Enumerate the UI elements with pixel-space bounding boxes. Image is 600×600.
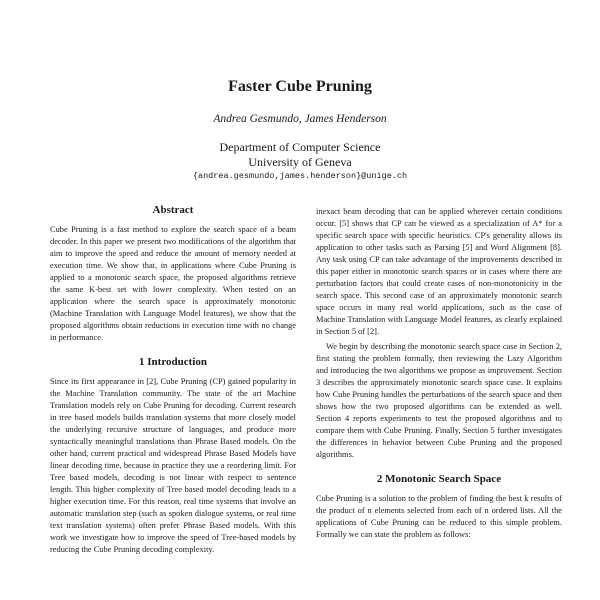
affiliation-department: Department of Computer Science [219, 140, 381, 154]
left-column [50, 204, 296, 556]
paper-title: Faster Cube Pruning [228, 78, 372, 95]
introduction-heading: 1 Introduction [139, 355, 207, 368]
author-email: {andrea.gesmundo,james.henderson}@unige.ch [192, 171, 408, 181]
abstract-heading: Abstract [152, 204, 194, 216]
introduction-paragraph-2: We begin by describing the monotonic search space case in Section 2, first stating the problem formally, then reviewing the Lazy Algorithm and introducing the two algorithms we propose as improvement. Section 3 describes the approximately monotonic search space case. It explains how Cube Pruning handles the perturbations of the search space and then shows how the two proposed algorithms can be extended as well. Section 4 reports experiments to test the proposed algorithms and to compare them with Cube Pruning. Finally, Section 5 further investigates the differences in behavior between Cube Pruning and the proposed algorithms. [316, 341, 562, 459]
right-column [316, 206, 562, 541]
affiliation-university: University of Geneva [248, 155, 352, 169]
abstract-text: Cube Pruning is a fast method to explore the search space of a beam decoder. In this paper we present two modifications of the algorithm that aim to improve the speed and reduce the amount of memory needed at execution time. We show that, in applications where Cube Pruning is applied to a monotonic search space, the proposed algorithms retrieve the same K-best set with lower complexity. When tested on an application where the search space is approximately monotonic (Machine Translation with Language Model features), we show that the proposed algorithms obtain reductions in execution time with no change in performance. [50, 225, 296, 343]
monotonic-search-space-heading: 2 Monotonic Search Space [376, 472, 502, 485]
monotonic-search-space-paragraph: Cube Pruning is a solution to the problem of finding the best k results of the product of n elements selected from each of n ordered lists. All the applications of Cube Pruning can be reduced to this simple problem. Formally we can state the problem as follows: [316, 494, 562, 540]
introduction-paragraph: Since its first appearance in [2], Cube Pruning (CP) gained popularity in the Machine Translation community. The state of the art Machine Translation models rely on Cube Pruning for decoding. Current research in tree based models builds translation systems that more closely model the underlying recursive structure of languages, and produce more syntactically meaningful translations than Phrase Based models. On the other hand, current practical and widespread Phrase Based Models have linear decoding time, because in practice they use a reordering limit. For Tree based models, decoding is not linear with respect to sentence length. This higher complexity of Tree based model decoding leads to a higher execution time. For this reason, real time systems that involve an automatic translation step (such as spoken dialogue systems, or real time text translation systems) often prefer Phrase Based models. With this work we investigate how to improve the speed of Tree-based models by reducing the Cube Pruning decoding complexity. [50, 376, 296, 555]
introduction-continuation: inexact beam decoding that can be applied wherever certain conditions occur. [5] shows that CP can be viewed as a specialization of A* for a specific search space with specific heuristics. CP's generality allows its application to other tasks such as Parsing [5] and Word Alignment [8]. Any task using CP can take advantage of the improvements described in this paper either in monotonic search spaces or in cases where there are perturbation factors that could create cases of non-monotonicity in the search space. This second case of an approximately monotonic search space occurs in many real world applications, such as the case of Machine Translation with Language Model features, as clearly explained in Section 5 of [2]. [316, 207, 562, 337]
paper-authors: Andrea Gesmundo, James Henderson [213, 113, 387, 125]
